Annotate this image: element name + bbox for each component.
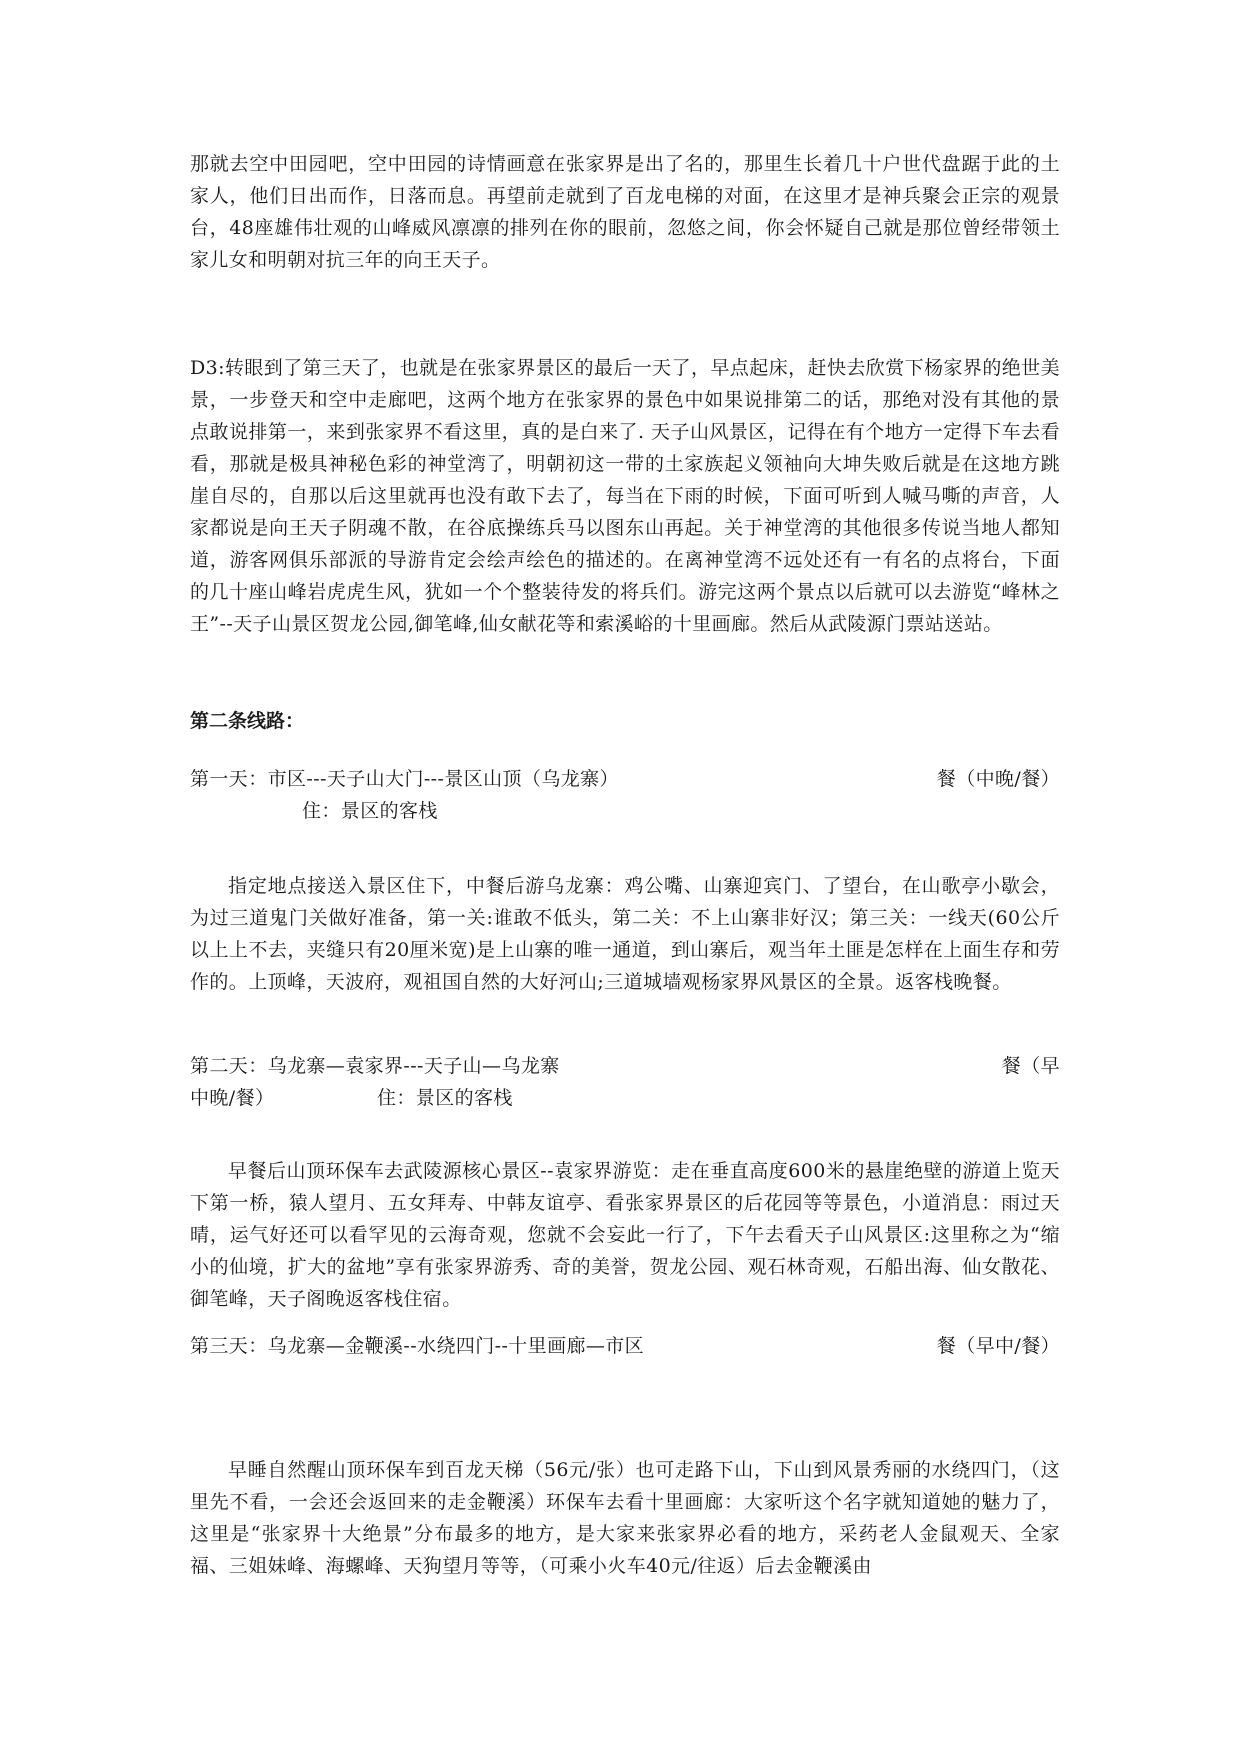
route-two-heading: 第二条线路：	[190, 710, 305, 732]
day2-title: 第二天：乌龙寨—袁家界---天子山—乌龙寨	[190, 1055, 560, 1077]
day2-header	[190, 1050, 1060, 1082]
day3-description: 早睡自然醒山顶环保车到百龙天梯（56元/张）也可走路下山，下山到风景秀丽的水绕四门，（这里先不看，一会还会返回来的走金鞭溪）环保车去看十里画廊：大家听这个名字就知道她的魅力了，这里是“张家界十大绝景”分布最多的地方，是大家来张家界必看的地方，采药老人金鼠观天、全家福、三姐妹峰、海螺峰、天狗望月等等，（可乘小火车40元/往返）后去金鞭溪由	[190, 1459, 1060, 1577]
intro-paragraph: 那就去空中田园吧，空中田园的诗情画意在张家界是出了名的，那里生长着几十户世代盘踞于此的土家人，他们日出而作，日落而息。再望前走就到了百龙电梯的对面，在这里才是神兵聚会正宗的观景台，48座雄伟壮观的山峰威风凛凛的排列在你的眼前，忽悠之间，你会怀疑自己就是那位曾经带领土家儿女和明朝对抗三年的向王天子。	[190, 153, 1060, 271]
day2-meal-continued: 中晚/餐）	[190, 1087, 275, 1109]
day1-description: 指定地点接送入景区住下，中餐后游乌龙寨：鸡公嘴、山寨迎宾门、了望台，在山歌亭小歇会，为过三道鬼门关做好准备，第一关:谁敢不低头，第二关：不上山寨非好汉；第三关：一线天(60公斤以上上不去，夹缝只有20厘米宽)是上山寨的唯一通道，到山寨后，观当年土匪是怎样在上面生存和劳作的。上顶峰，天波府，观祖国自然的大好河山;三道城墙观杨家界风景区的全景。返客栈晚餐。	[190, 875, 1060, 993]
day1-title: 第一天：市区---天子山大门---景区山顶（乌龙寨）	[190, 768, 619, 790]
day3-header	[190, 1330, 1060, 1362]
day3-meal: 餐（早中/餐）	[936, 1335, 1060, 1357]
day2-meal: 餐（早	[1001, 1055, 1060, 1077]
day3-paragraph: D3:转眼到了第三天了，也就是在张家界景区的最后一天了，早点起床，赶快去欣赏下杨家界的绝世美景，一步登天和空中走廊吧，这两个地方在张家界的景色中如果说排第二的话，那绝对没有其他的景点敢说排第一，来到张家界不看这里，真的是白来了. 天子山风景区，记得在有个地方一定得下车去看看，那就是极具神秘色彩的神堂湾了，明朝初这一带的土家族起义领袖向大坤失败后就是在这地方跳崖自尽的，自那以后这里就再也没有敢下去了，每当在下雨的时候，下面可听到人喊马嘶的声音，人家都说是向王天子阴魂不散，在谷底操练兵马以图东山再起。关于神堂湾的其他很多传说当地人都知道，游客网俱乐部派的导游肯定会绘声绘色的描述的。在离神堂湾不远处还有一有名的点将台，下面的几十座山峰岩虎虎生风，犹如一个个整装待发的将兵们。游完这两个景点以后就可以去游览“峰林之王”--天子山景区贺龙公园,御笔峰,仙女献花等和索溪峪的十里画廊。然后从武陵源门票站送站。	[190, 357, 1060, 635]
day1-stay: 住：景区的客栈	[302, 800, 438, 822]
day2-stay: 住：景区的客栈	[377, 1087, 513, 1109]
day1-meal: 餐（中晚/餐）	[936, 768, 1060, 790]
day3-title: 第三天：乌龙寨—金鞭溪--水绕四门--十里画廊—市区	[190, 1335, 645, 1357]
day2-description: 早餐后山顶环保车去武陵源核心景区--袁家界游览：走在垂直高度600米的悬崖绝壁的游道上览天下第一桥，猿人望月、五女拜寿、中韩友谊亭、看张家界景区的后花园等等景色，小道消息：雨过天晴，运气好还可以看罕见的云海奇观，您就不会妄此一行了，下午去看天子山风景区:这里称之为“缩小的仙境，扩大的盆地”享有张家界游秀、奇的美誉，贺龙公园、观石林奇观，石船出海、仙女散花、御笔峰，天子阁晚返客栈住宿。	[190, 1160, 1060, 1310]
day1-header	[190, 763, 1060, 795]
